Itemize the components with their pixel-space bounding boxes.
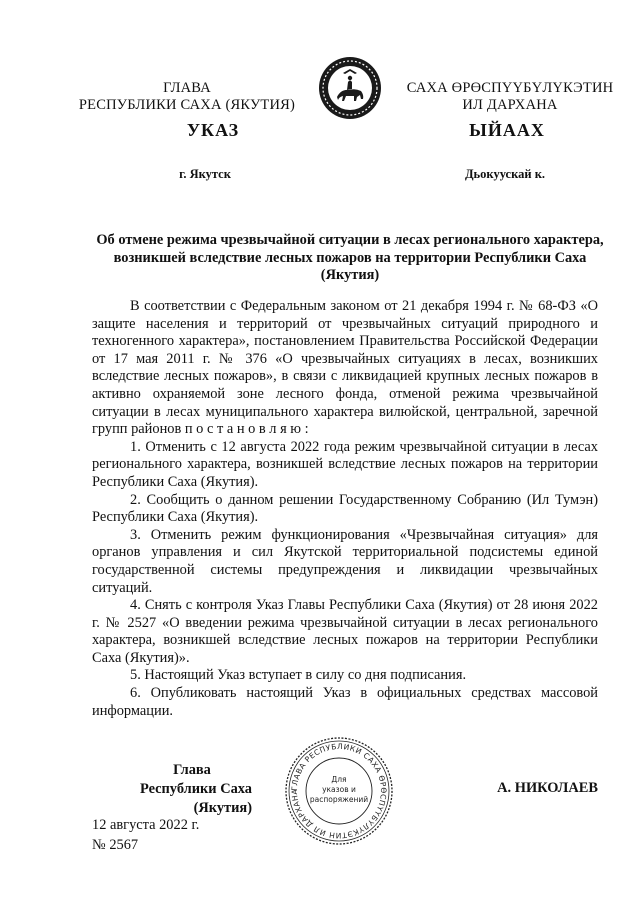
doc-type-ru: УКАЗ (186, 120, 240, 140)
item-4: 4. Снять с контроля Указ Главы Республики Саха (Якутия) от 28 июня 2022 г. № 2527 «О введении режима чрезвычайной ситуации в лесах регионального характера, возникшей вследствие лесных пожаров на территории Республики Саха (Якутия)». (92, 597, 598, 666)
decree-body (92, 298, 598, 720)
signatory-name: А. НИКОЛАЕВ (497, 780, 598, 796)
item-5: 5. Настоящий Указ вступает в силу со дня подписания. (130, 667, 467, 684)
stamp-center-line1: Для (331, 775, 347, 784)
signatory-title-line2: Республики Саха (Якутия) (139, 781, 252, 816)
header-right-line2: ИЛ ДАРХАНА (462, 97, 558, 113)
decree-date: 12 августа 2022 г. (92, 817, 200, 833)
signatory-title (92, 761, 252, 818)
header-left-line1: ГЛАВА (163, 80, 211, 96)
item-2: 2. Сообщить о данном решении Государственному Собранию (Ил Тумэн) Республики Саха (Якутия). (92, 491, 598, 526)
preamble: В соответствии с Федеральным законом от 21 декабря 1994 г. № 68-ФЗ «О защите населения и территорий от чрезвычайных ситуаций природного и техногенного характера», постановлением Правительства Российской Федерации от 17 мая 2011 г. № 376 «О чрезвычайных ситуациях в лесах, возникших вследствие лесных пожаров», в связи с ликвидацией крупных лесных пожаров в активно охраняемой зоне лесного фонда, отменой режима чрезвычайной ситуации в лесах муниципального характера вилюйской, центральной, заречной групп районов п о с т а н о в л я ю : (92, 298, 598, 438)
item-1: 1. Отменить с 12 августа 2022 года режим чрезвычайной ситуации в лесах регионального характера, возникшей вследствие лесных пожаров на территории Республики Саха (Якутия). (92, 438, 598, 490)
stamp-center-line3: распоряжений (309, 795, 369, 804)
decree-title: Об отмене режима чрезвычайной ситуации в лесах регионального характера, возникшей вследствие лесных пожаров на территории Республики Саха (Якутия) (96, 232, 604, 283)
coat-of-arms-sakha-icon (317, 55, 383, 121)
header-right-line1: САХА ӨРӨСПҮҮБҮЛҮКЭТИН (406, 80, 614, 96)
city-sah: Дьокуускай к. (464, 167, 546, 181)
header-left (62, 80, 312, 114)
stamp-center-line2: указов и (322, 785, 356, 794)
city-ru: г. Якутск (179, 167, 231, 181)
signatory-title-line1: Глава (173, 762, 211, 778)
header-right (390, 80, 630, 114)
item-3: 3. Отменить режим функционирования «Чрезвычайная ситуация» для органов управления и сил Якутской территориальной подсистемы единой государственной системы предупреждения и ликвидации чрезвычайных ситуаций. (92, 526, 598, 596)
decree-number: № 2567 (92, 837, 139, 853)
header-left-line2: РЕСПУБЛИКИ САХА (ЯКУТИЯ) (78, 97, 296, 113)
official-stamp (283, 735, 395, 847)
decree-date-number (92, 815, 199, 855)
item-6: 6. Опубликовать настоящий Указ в официальных средствах массовой информации. (92, 685, 598, 719)
stamp-ring-text: ГЛАВА РЕСПУБЛИКИ САХА ӨРӨСПҮҮБҮЛҮКЭТИН ИЛ ДАРХАНА (289, 741, 389, 841)
doc-type-sah: ЫЙААХ (469, 120, 545, 140)
